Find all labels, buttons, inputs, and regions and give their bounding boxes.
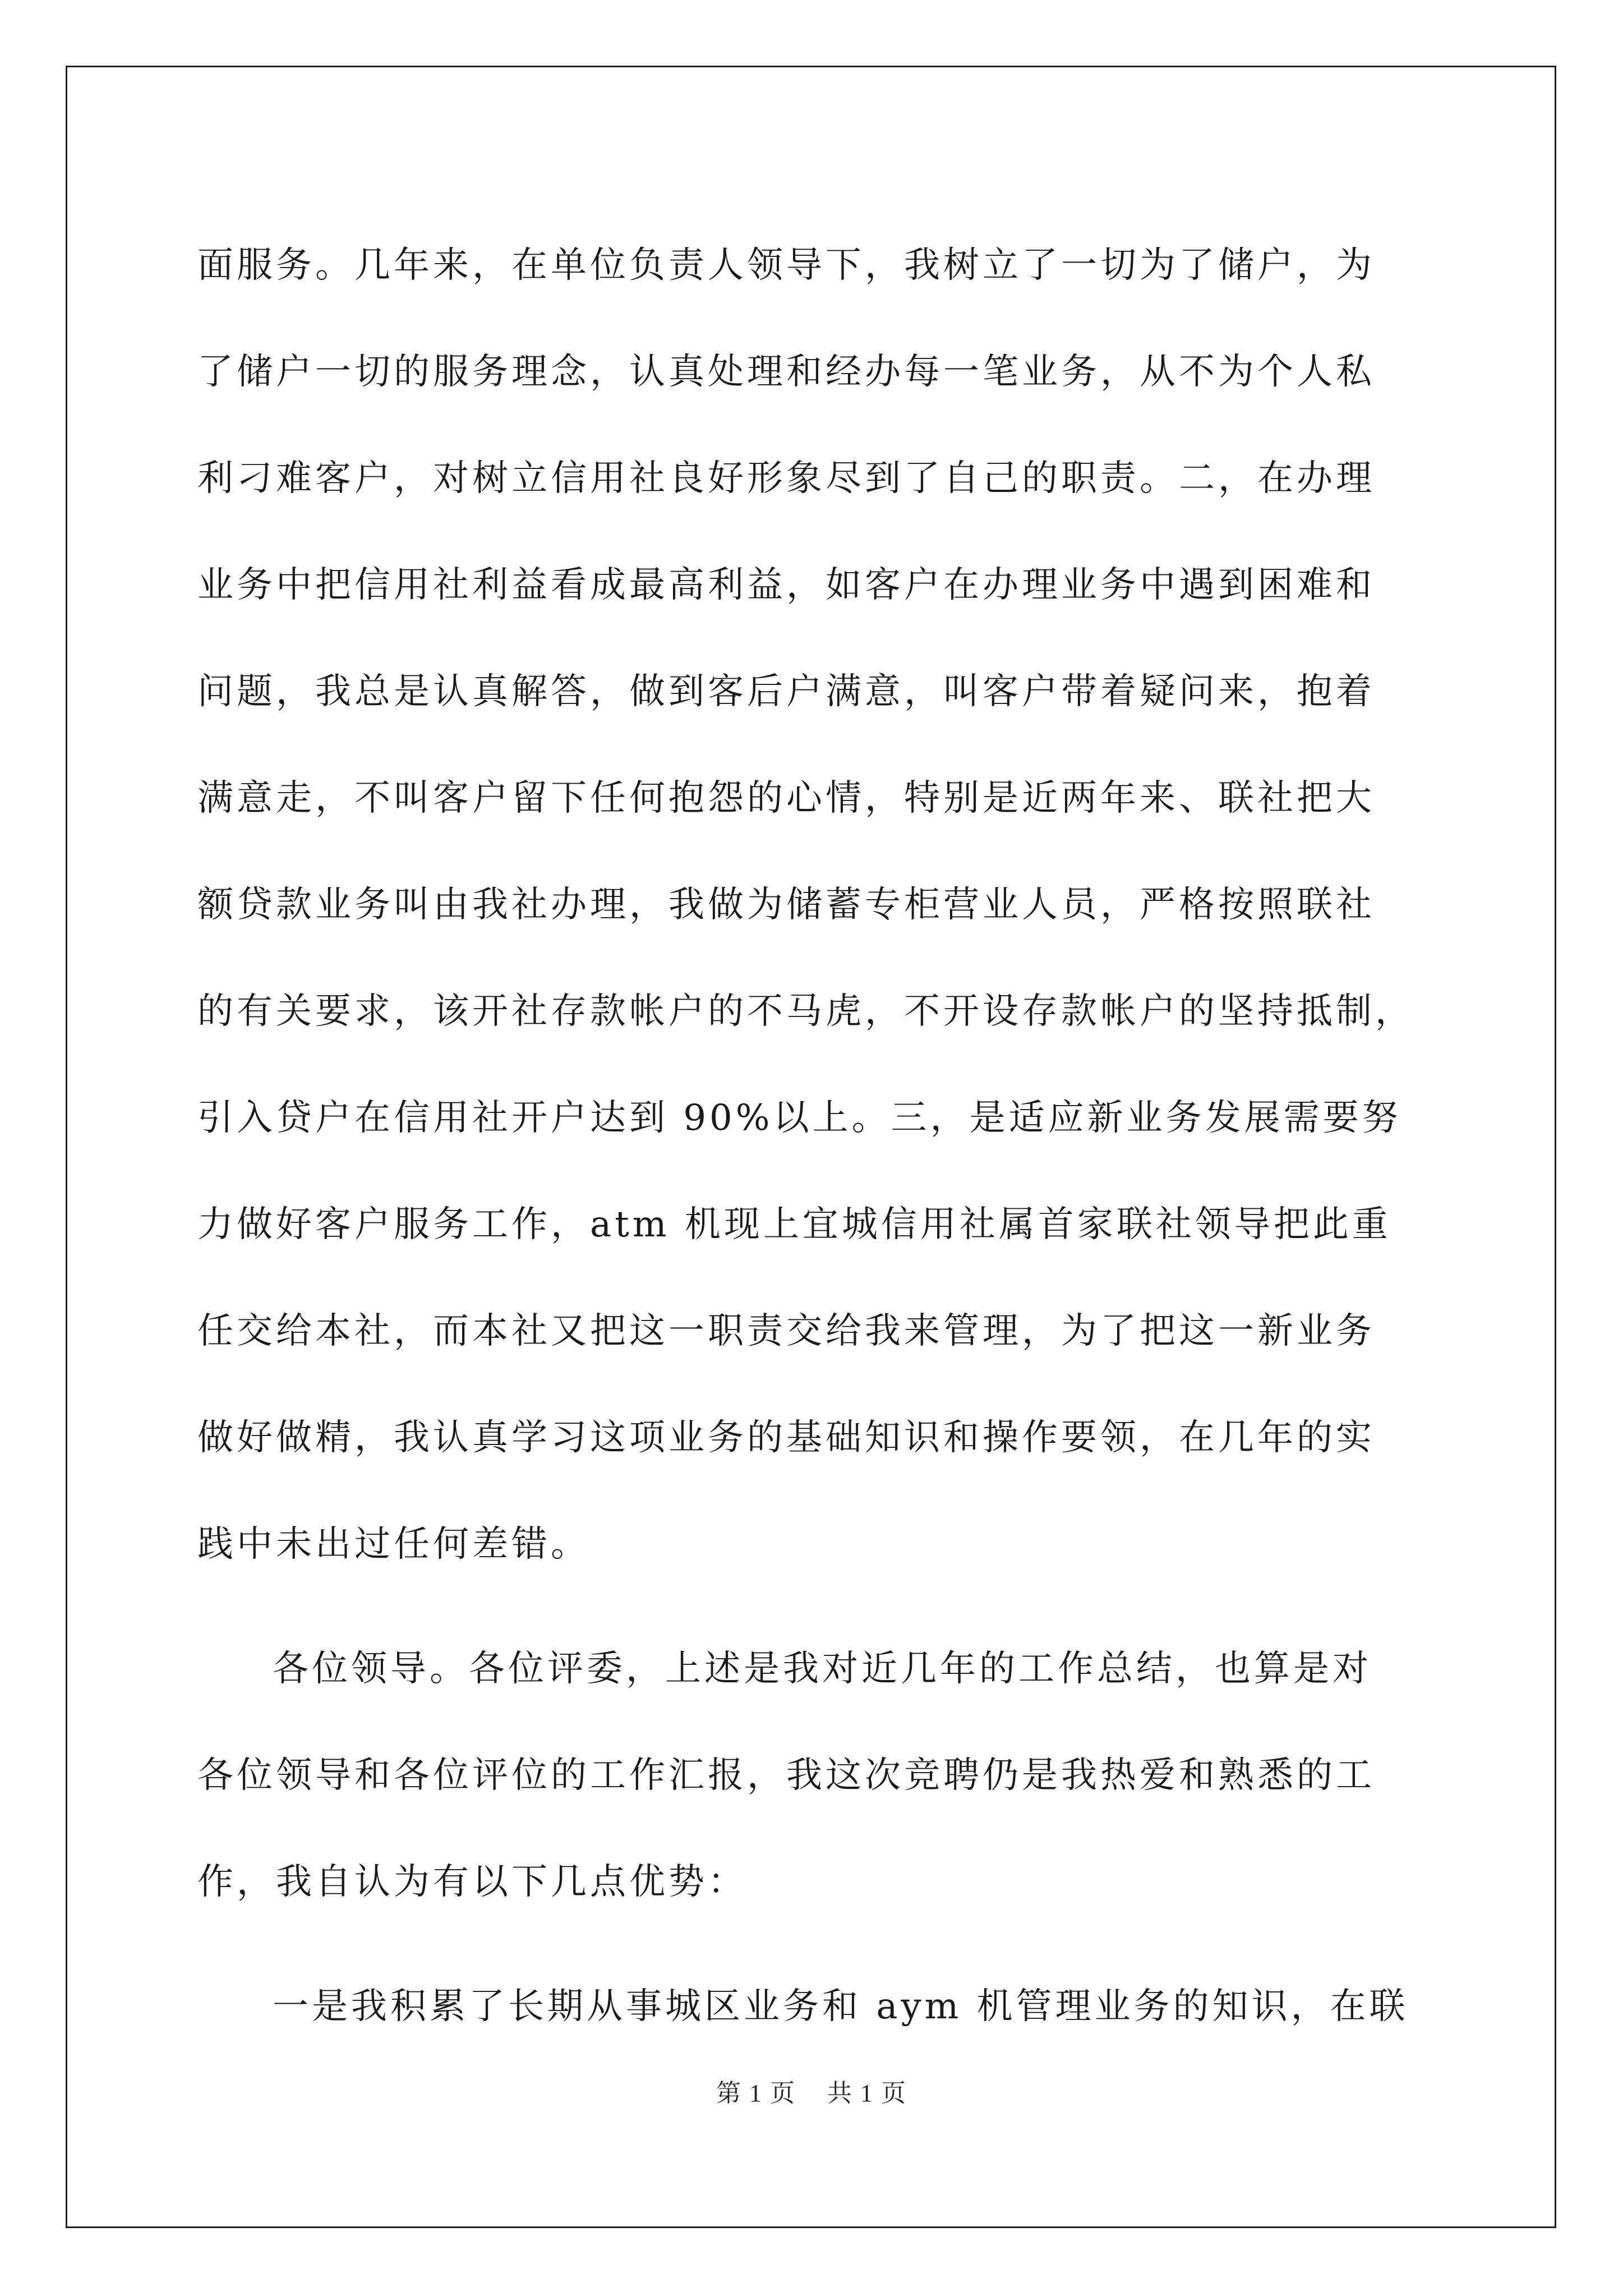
text-line: 利刁难客户，对树立信用社良好形象尽到了自己的职责。二，在办理 — [197, 458, 1375, 499]
text-line: 一是我积累了长期从事城区业务和 aym 机管理业务的知识，在联 — [273, 1986, 1409, 2027]
text-line: 额贷款业务叫由我社办理，我做为储蓄专柜营业人员，严格按照联社 — [197, 884, 1375, 926]
document-body — [197, 212, 1431, 2060]
text-line: 作，我自认为有以下几点优势： — [197, 1861, 747, 1903]
text-line: 各位领导。各位评委，上述是我对近几年的工作总结，也算是对 — [273, 1648, 1372, 1690]
page-number: 第 1 页 — [716, 2079, 796, 2107]
text-line: 各位领导和各位评位的工作汇报，我这次竞聘仍是我热爱和熟悉的工 — [197, 1755, 1375, 1796]
text-line: 做好做精，我认真学习这项业务的基础知识和操作要领，在几年的实 — [197, 1417, 1375, 1458]
text-line: 任交给本社，而本社又把这一职责交给我来管理，为了把这一新业务 — [197, 1310, 1375, 1352]
page-total: 共 1 页 — [827, 2079, 907, 2107]
text-line: 满意走，不叫客户留下任何抱怨的心情，特别是近两年来、联社把大 — [197, 777, 1375, 819]
text-line: 问题，我总是认真解答，做到客后户满意，叫客户带着疑问来，抱着 — [197, 671, 1375, 712]
text-line: 力做好客户服务工作，atm 机现上宜城信用社属首家联社领导把此重 — [197, 1204, 1391, 1245]
text-line: 的有关要求，该开社存款帐户的不马虎，不开设存款帐户的坚持抵制， — [197, 991, 1414, 1032]
page-footer — [0, 2073, 1623, 2109]
paragraph-spacer — [197, 1598, 1431, 1616]
text-line: 业务中把信用社利益看成最高利益，如客户在办理业务中遇到困难和 — [197, 564, 1375, 606]
text-line: 引入贷户在信用社开户达到 90%以上。三，是适应新业务发展需要努 — [197, 1097, 1401, 1139]
text-line: 践中未出过任何差错。 — [197, 1524, 590, 1565]
paragraph-spacer — [197, 1935, 1431, 1953]
text-line: 面服务。几年来，在单位负责人领导下，我树立了一切为了储户，为 — [197, 245, 1375, 286]
text-line: 了储户一切的服务理念，认真处理和经办每一笔业务，从不为个人私 — [197, 351, 1375, 393]
